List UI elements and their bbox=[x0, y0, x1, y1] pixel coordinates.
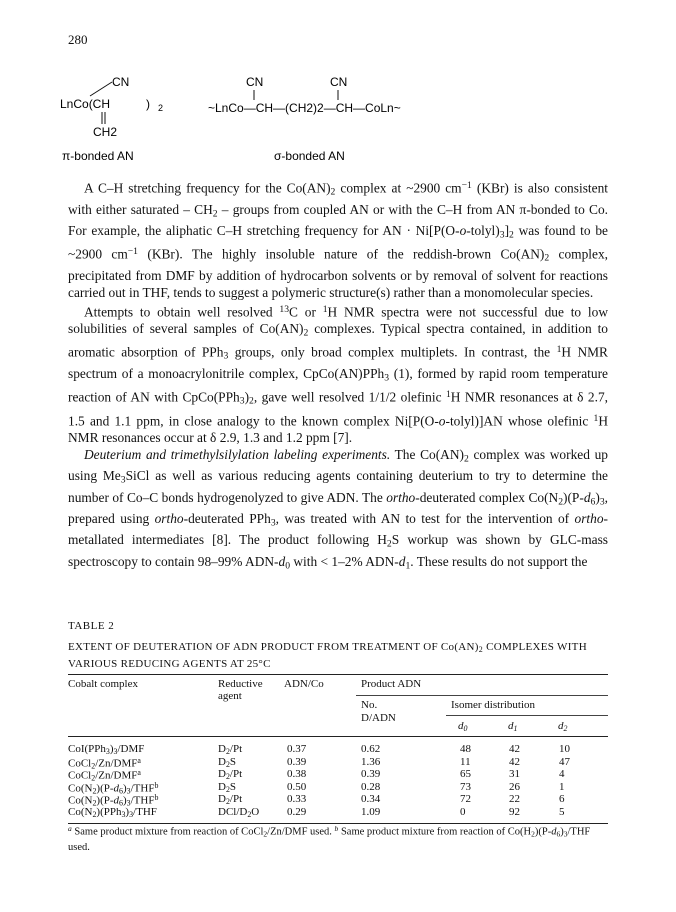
cell-d1: 31 bbox=[509, 768, 520, 781]
cell-complex: $Co(N_2)(PPh_3)_3$/THF bbox=[68, 806, 157, 819]
cell-d0: 0 bbox=[460, 806, 466, 818]
cell-d1: 42 bbox=[509, 755, 520, 768]
cell-no-d: 1.09 bbox=[361, 806, 381, 818]
paragraph-2: Attempts to obtain well resolved $^{13}$C or $^1$H NMR spectra were not successful due to low solubilities of several samples of $Co(AN)_2$ complexes. Typical spectra contained, in addition to aromatic absorption of PPh$_3$ groups, only broad complex multiplets. In contrast, the $^1$H NMR spectrum of a monoacrylonitrile complex, CpCo(AN)PPh$_3$ (1), formed by rapid room temperature reaction of AN with $CpCo(PPh_3)_2$, gave well resolved 1/1/2 olefinic $^1$H NMR resonances at δ 2.7, 1.5 and 1.1 ppm, in close analogy to the known complex Ni[P(O-o-tolyl)]AN whose olefinic $^1$H NMR resonances occur at δ 2.9, 1.3 and 1.2 ppm [7]. bbox=[68, 303, 609, 446]
cell-no-d: 0.34 bbox=[361, 793, 381, 806]
pi-caption: π-bonded AN bbox=[62, 149, 134, 163]
product-adn-rule bbox=[356, 695, 608, 696]
cell-d0: 73 bbox=[460, 780, 471, 793]
sigma-bonded-structure bbox=[208, 75, 401, 163]
cell-agent: $D_2/Pt$ bbox=[218, 793, 243, 807]
cell-no-d: 1.36 bbox=[361, 755, 381, 768]
pi-subscript: 2 bbox=[158, 103, 164, 113]
paragraph-3: Deuterium and trimethylsilylation labeling experiments. The $Co(AN)_2$ complex was worked up using $Me_3SiCl$ as well as various reducing agents containing deuterium to try to determine the number of Co–C bonds hydrogenolyzed to give ADN. The ortho-deuterated complex $Co(N_2)(P-d_6)_3$, prepared using ortho-deuterated PPh$_3$, was treated with AN to test for the intervention of ortho-metallated intermediates [8]. The product following $H_2S$ workup was shown by GLC-mass spectroscopy to contain 98–99% ADN-$d_0$ with < 1–2% ADN-$d_1$. These results do not support the bbox=[68, 447, 609, 571]
sigma-chain-label: ~LnCo—CH—(CH2)2—CH—CoLn~ bbox=[208, 101, 401, 115]
cell-agent: $D_2/Pt$ bbox=[218, 768, 243, 782]
pi-main-label: LnCo(CH bbox=[60, 97, 111, 111]
header-d2: $d_2$ bbox=[558, 720, 568, 733]
cell-d1: 92 bbox=[509, 806, 520, 818]
cell-complex: $CoCl_2/Zn/DMF^a$ bbox=[68, 755, 141, 771]
header-isomer-distribution: Isomer distribution bbox=[451, 699, 536, 711]
cell-d1: 22 bbox=[509, 793, 520, 806]
cell-d0: 65 bbox=[460, 768, 471, 781]
cell-adn-co: 0.29 bbox=[287, 806, 307, 818]
pi-bonded-structure bbox=[60, 75, 163, 163]
header-product-adn: Product ADN bbox=[361, 678, 422, 690]
table-top-rule bbox=[68, 674, 608, 675]
cell-complex: $Co(N_2)(P-d_6)_3/THF^b$ bbox=[68, 793, 159, 808]
header-adn-co: ADN/Co bbox=[284, 678, 324, 690]
cell-adn-co: 0.37 bbox=[287, 743, 307, 755]
isomer-rule bbox=[446, 715, 608, 716]
cell-d2: 6 bbox=[559, 793, 565, 806]
cell-d0: 48 bbox=[460, 743, 471, 755]
structure-drawing bbox=[60, 74, 620, 164]
page-number: 280 bbox=[68, 32, 88, 47]
cell-agent: $D_2S$ bbox=[218, 755, 237, 769]
cell-complex: $CoI(PPh_3)_3$/DMF bbox=[68, 743, 145, 756]
cell-d1: 42 bbox=[509, 743, 520, 755]
header-cobalt-complex: Cobalt complex bbox=[68, 678, 138, 690]
body-text bbox=[68, 178, 608, 575]
cell-complex: $CoCl_2/Zn/DMF^a$ bbox=[68, 768, 141, 783]
sigma-caption: σ-bonded AN bbox=[274, 149, 345, 163]
cell-agent: DCl/$D_2O$ bbox=[218, 806, 260, 819]
pi-close-paren: ) bbox=[146, 97, 150, 111]
cell-d2: 10 bbox=[559, 743, 570, 755]
cell-d1: 26 bbox=[509, 780, 520, 793]
sigma-cn-right: CN bbox=[330, 75, 348, 89]
cell-agent: $D_2/Pt$ bbox=[218, 743, 243, 756]
cell-no-d: 0.39 bbox=[361, 768, 381, 781]
table-title: EXTENT OF DEUTERATION OF ADN PRODUCT FROM TREATMENT OF $Co(AN)_2$ COMPLEXES WITH VARIOUS REDUCING AGENTS AT 25°C bbox=[68, 641, 587, 670]
cell-no-d: 0.62 bbox=[361, 743, 381, 755]
cell-d2: 5 bbox=[559, 806, 565, 818]
cell-complex: $Co(N_2)(P-d_6)_3/THF^b$ bbox=[68, 780, 159, 796]
cell-d2: 4 bbox=[559, 768, 565, 781]
header-d0: $d_0$ bbox=[458, 720, 468, 733]
header-bottom-rule bbox=[68, 736, 608, 737]
header-reductive-agent: Reductive agent bbox=[218, 678, 263, 702]
cell-adn-co: 0.39 bbox=[287, 755, 307, 768]
table-footnote: $^a$ Same product mixture from reaction of CoCl$_2$/Zn/DMF used. $^b$ Same product mixture from reaction of $Co(H_2)(P-d_6)_3$/THF used. bbox=[68, 824, 591, 854]
pi-ch2-label: CH2 bbox=[93, 125, 118, 139]
cell-adn-co: 0.33 bbox=[287, 793, 307, 806]
cell-adn-co: 0.50 bbox=[287, 780, 307, 793]
sigma-cn-left: CN bbox=[246, 75, 264, 89]
cell-d0: 72 bbox=[460, 793, 471, 806]
chemical-structures bbox=[60, 74, 620, 164]
cell-adn-co: 0.38 bbox=[287, 768, 307, 781]
cell-d2: 1 bbox=[559, 780, 565, 793]
header-d1: $d_1$ bbox=[508, 720, 518, 733]
cell-d2: 47 bbox=[559, 755, 570, 768]
cell-agent: $D_2S$ bbox=[218, 780, 237, 794]
header-no-dadn: No. D/ADN bbox=[361, 699, 396, 724]
table-label: TABLE 2 bbox=[68, 620, 115, 632]
paragraph-1: A C–H stretching frequency for the $Co(AN)_2$ complex at ~2900 $cm^{-1}$ (KBr) is also consistent with either saturated – $CH_2$ – groups from coupled AN or with the C–H from AN π-bonded to Co. For example, the aliphatic C–H stretching frequency for AN · $Ni[P(O-o-tolyl)_3]_2$ was found to be ~2900 $cm^{-1}$ (KBr). The highly insoluble nature of the reddish-brown $Co(AN)_2$ complex, precipitated from DMF by addition of hydrocarbon solvents or by removal of solvent for reactions carried out in THF, tends to suggest a polymeric structure(s) rather than a monomolecular species. bbox=[68, 180, 609, 300]
cell-no-d: 0.28 bbox=[361, 780, 381, 793]
cell-d0: 11 bbox=[460, 755, 471, 768]
pi-cn-label: CN bbox=[112, 75, 130, 89]
